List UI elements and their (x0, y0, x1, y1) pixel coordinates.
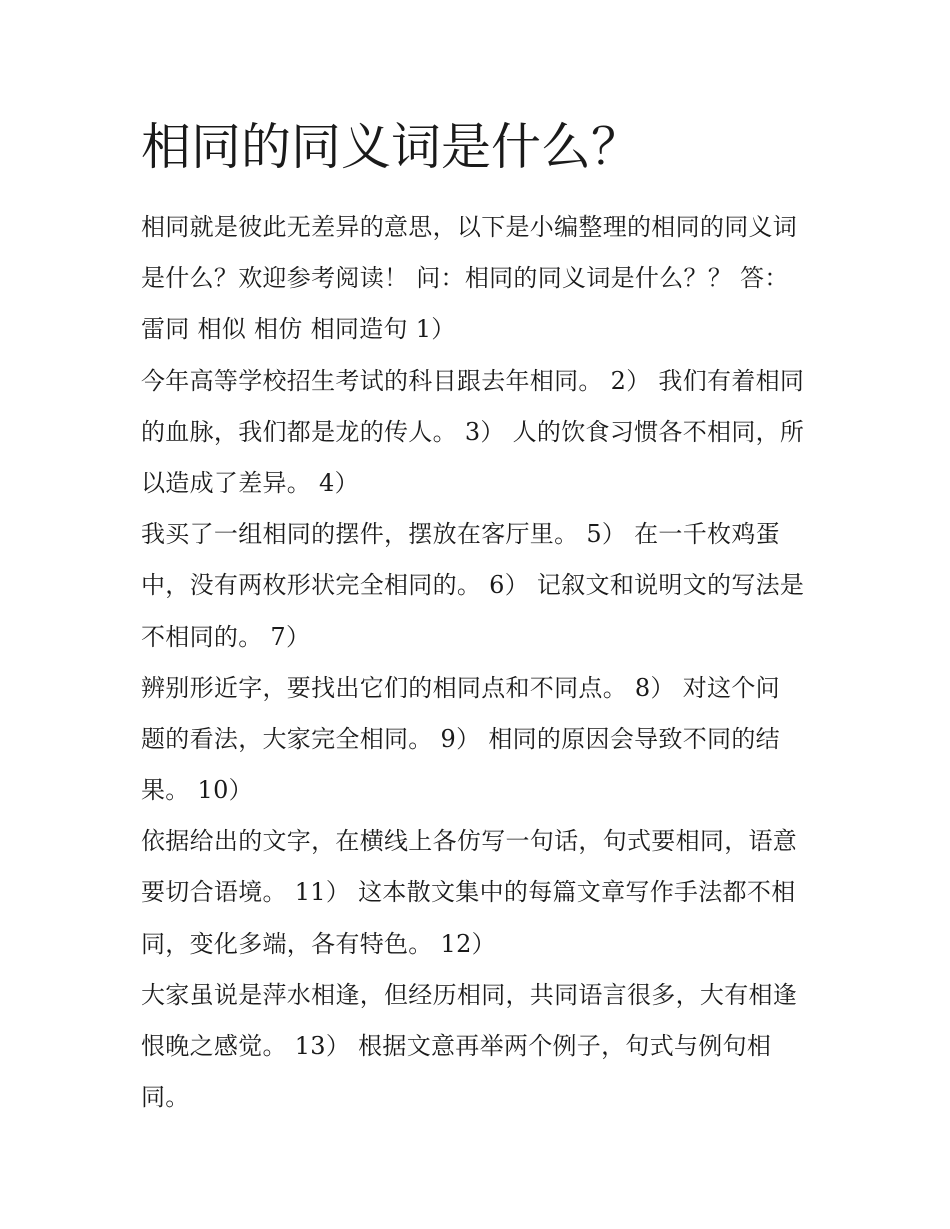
text-line: 恨晚之感觉。 13） 根据文意再举两个例子，句式与例句相 (141, 1032, 772, 1060)
text-line: 雷同 相似 相仿 相同造句 1） (141, 315, 456, 344)
text-line: 同。 (141, 1083, 190, 1112)
document-page (141, 112, 821, 1123)
document-title: 相同的同义词是什么？ (141, 118, 641, 176)
text-line: 以造成了差异。 4） (141, 468, 359, 497)
text-line: 是什么？欢迎参考阅读！ 问：相同的同义词是什么？？ 答： (141, 264, 789, 293)
document-body (141, 202, 821, 1123)
text-line: 辨别形近字，要找出它们的相同点和不同点。 8） 对这个问 (141, 673, 780, 702)
text-line: 依据给出的文字，在横线上各仿写一句话，句式要相同，语意 (141, 827, 798, 856)
text-line: 同，变化多端，各有特色。 12） (141, 929, 496, 958)
text-line: 不相同的。 7） (141, 622, 311, 651)
text-line: 的血脉，我们都是龙的传人。 3） 人的饮食习惯各不相同，所 (141, 417, 805, 446)
text-line: 相同就是彼此无差异的意思，以下是小编整理的相同的同义词 (141, 213, 798, 241)
text-line: 大家虽说是萍水相逢，但经历相同，共同语言很多，大有相逢 (141, 980, 798, 1009)
text-line: 要切合语境。 11） 这本散文集中的每篇文章写作手法都不相 (141, 878, 796, 907)
text-line: 果。 10） (141, 776, 253, 805)
text-line: 我买了一组相同的摆件，摆放在客厅里。 5） 在一千枚鸡蛋 (141, 520, 780, 549)
text-line: 中，没有两枚形状完全相同的。 6） 记叙文和说明文的写法是 (141, 571, 805, 600)
text-line: 今年高等学校招生考试的科目跟去年相同。 2） 我们有着相同 (141, 366, 805, 395)
text-line: 题的看法，大家完全相同。 9） 相同的原因会导致不同的结 (141, 724, 780, 753)
